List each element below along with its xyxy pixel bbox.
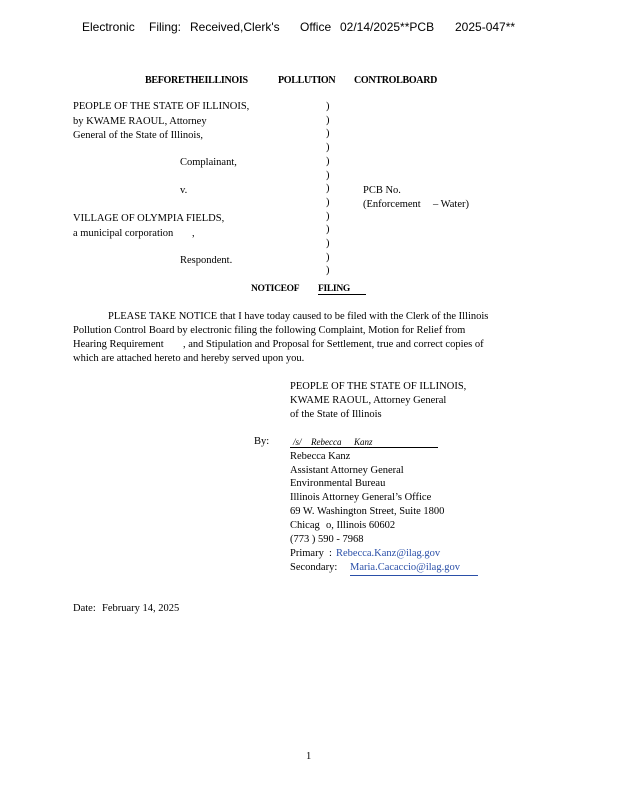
secondary-label: Secondary:	[290, 562, 338, 573]
notice-line-4: which are attached hereto and hereby served upon you.	[73, 353, 305, 364]
header-electronic: Electronic	[82, 20, 135, 34]
page-number: 1	[306, 751, 312, 762]
plaintiff-line-2: by KWAME RAOUL, Attorney	[73, 116, 207, 127]
defendant-line-1: VILLAGE OF OLYMPIA FIELDS,	[73, 213, 225, 224]
paren: )	[326, 114, 330, 126]
signer-bureau: Environmental Bureau	[290, 478, 386, 489]
by-label: By:	[254, 436, 270, 447]
notice-line-1: PLEASE TAKE NOTICE that I have today caused to be filed with the Clerk of the Illinois	[108, 311, 489, 322]
date-label: Date:	[73, 603, 96, 614]
respondent-label: Respondent.	[180, 255, 233, 266]
signer-office: Illinois Attorney General’s Office	[290, 492, 432, 503]
paren: )	[326, 183, 330, 195]
caption-control: CONTROLBOARD	[354, 75, 438, 86]
pcb-number: PCB No.	[363, 185, 401, 196]
signer-name: Rebecca Kanz	[290, 451, 351, 462]
notice-line-3b: , and Stipulation and Proposal for Settlement, true and correct copies of	[183, 339, 484, 350]
defendant-comma: ,	[192, 228, 195, 239]
signature-party-line-1: PEOPLE OF THE STATE OF ILLINOIS,	[290, 381, 467, 392]
paren: )	[326, 155, 330, 167]
primary-email-link[interactable]: Rebecca.Kanz@ilag.gov	[336, 548, 441, 559]
date-value: February 14, 2025	[102, 603, 180, 614]
notice-title-part-2: FILING	[318, 284, 366, 295]
caption-before: BEFORETHEILLINOIS	[145, 75, 248, 86]
notice-title-part-1: NOTICEOF	[251, 284, 300, 294]
paren: )	[326, 196, 330, 208]
signer-phone: (773 ) 590 - 7968	[290, 534, 364, 545]
signer-city-a: Chicag	[290, 520, 320, 531]
caption-pollution: POLLUTION	[278, 75, 336, 86]
paren: )	[326, 128, 330, 140]
case-enforcement: (Enforcement	[363, 199, 421, 210]
paren: )	[326, 142, 330, 154]
electronic-signature-s: /s/	[293, 437, 302, 447]
notice-line-3a: Hearing Requirement	[73, 339, 164, 350]
plaintiff-line-3: General of the State of Illinois,	[73, 130, 204, 141]
complainant-label: Complainant,	[180, 157, 237, 168]
electronic-signature-first: Rebecca	[311, 437, 342, 447]
paren: )	[326, 101, 330, 112]
header-received: Received,Clerk's	[190, 20, 280, 34]
signer-title: Assistant Attorney General	[290, 465, 404, 476]
plaintiff-line-1: PEOPLE OF THE STATE OF ILLINOIS,	[73, 101, 250, 112]
header-filing: Filing:	[149, 20, 182, 34]
versus-label: v.	[180, 185, 188, 196]
paren: )	[326, 251, 330, 263]
header-case-code: 2025-047**	[455, 20, 516, 34]
paren: )	[326, 224, 330, 236]
signature-party-line-2: KWAME RAOUL, Attorney General	[290, 395, 447, 406]
paren: )	[326, 265, 330, 277]
primary-label: Primary	[290, 548, 324, 559]
primary-colon: :	[329, 548, 332, 559]
paren: )	[326, 238, 330, 250]
signer-city-b: o, Illinois 60602	[326, 520, 396, 531]
notice-line-2: Pollution Control Board by electronic filing the following Complaint, Motion for Relief from	[73, 325, 466, 336]
paren-column	[326, 100, 330, 278]
paren: )	[326, 210, 330, 222]
case-water: – Water)	[433, 199, 469, 210]
paren: )	[326, 169, 330, 181]
header-office: Office	[300, 20, 332, 34]
electronic-signature-last: Kanz	[354, 437, 373, 447]
secondary-email-link[interactable]: Maria.Cacaccio@ilag.gov	[350, 561, 478, 576]
header-date-code: 02/14/2025**PCB	[340, 20, 435, 34]
signature-party-line-3: of the State of Illinois	[290, 409, 382, 420]
defendant-line-2: a municipal corporation	[73, 228, 174, 239]
signer-street: 69 W. Washington Street, Suite 1800	[290, 506, 445, 517]
